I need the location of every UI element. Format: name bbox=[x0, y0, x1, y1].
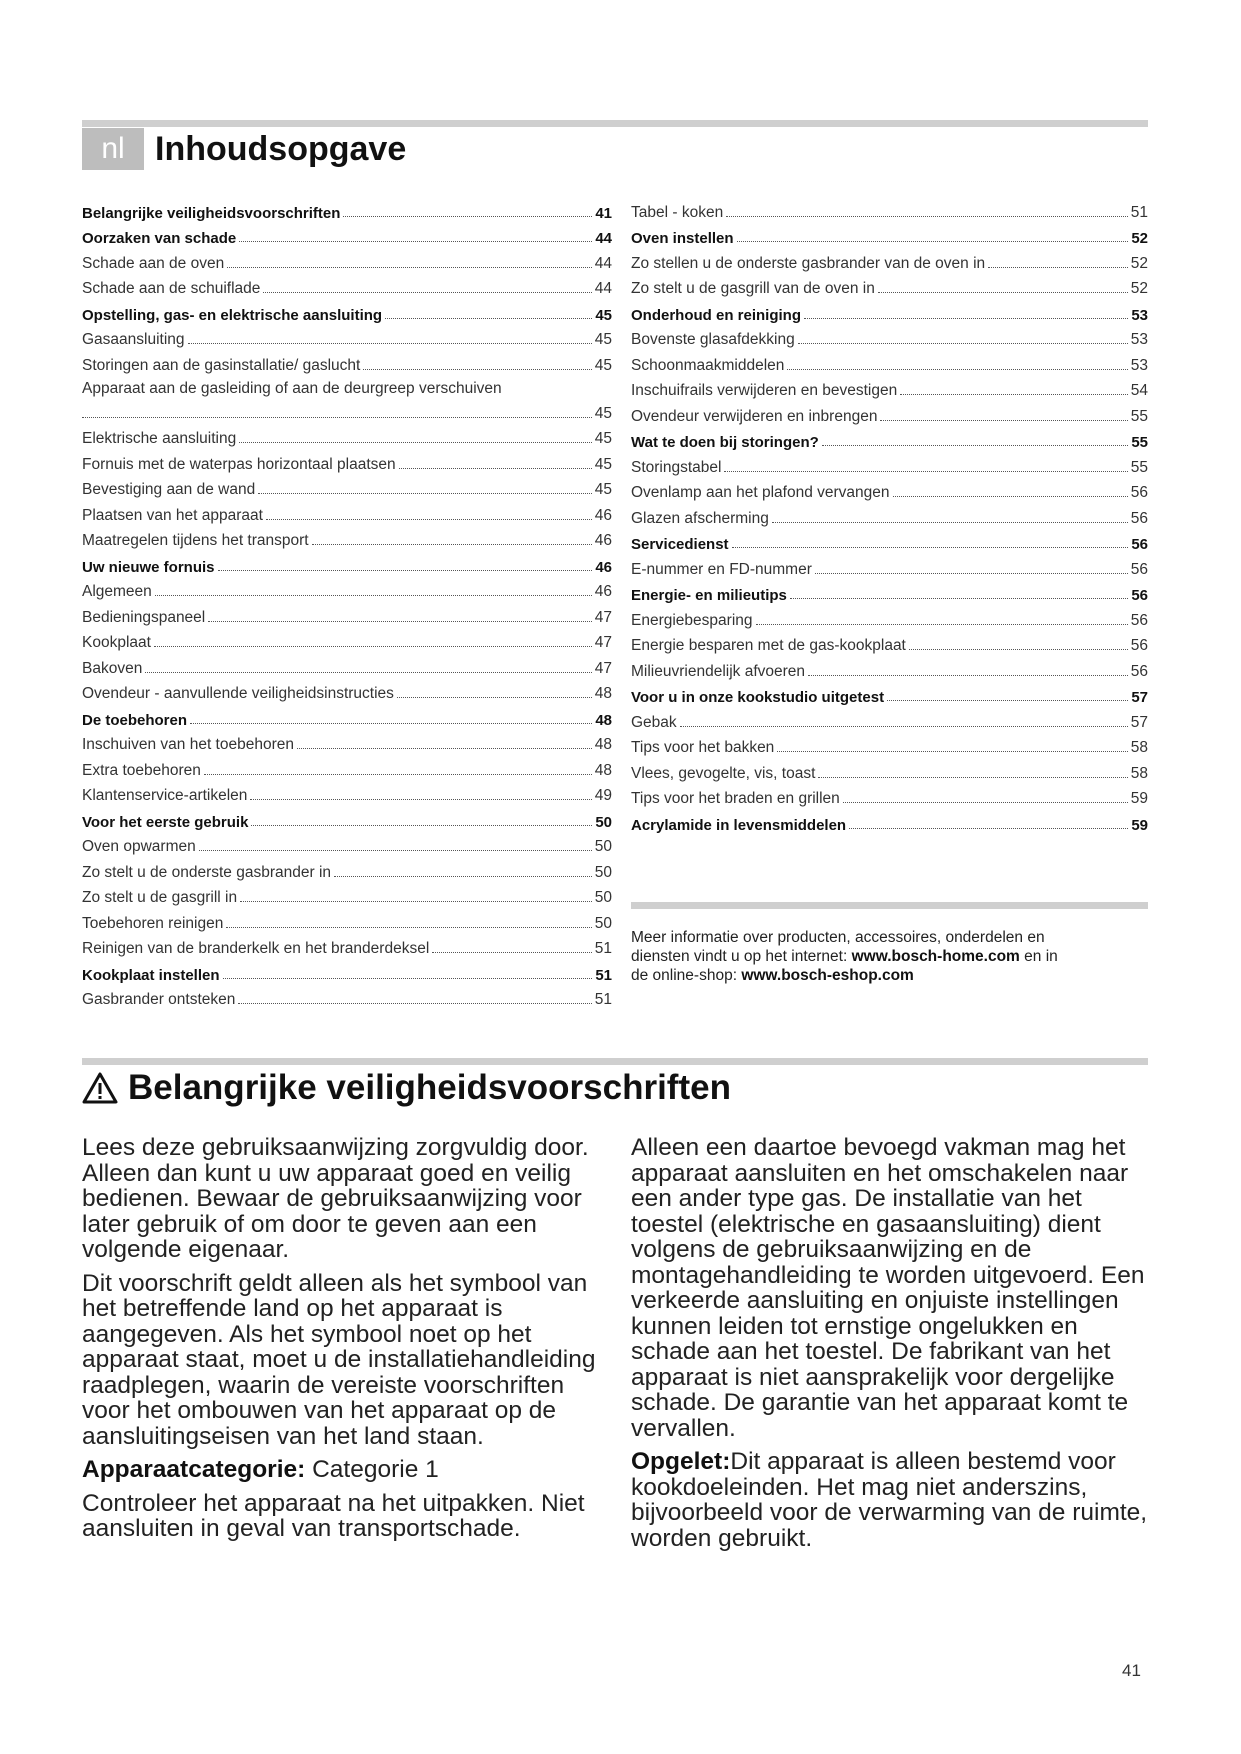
toc-entry-title: E-nummer en FD-nummer bbox=[631, 560, 812, 578]
toc-entry[interactable] bbox=[631, 477, 1148, 503]
toc-entry[interactable] bbox=[631, 757, 1148, 783]
toc-page-number: 56 bbox=[1131, 587, 1148, 604]
toc-entry-title: Glazen afscherming bbox=[631, 509, 769, 527]
toc-entry-title: Bedieningspaneel bbox=[82, 608, 206, 626]
page-number: 41 bbox=[1122, 1661, 1141, 1680]
toc-chapter[interactable] bbox=[631, 298, 1148, 324]
toc-entry[interactable] bbox=[82, 780, 612, 806]
toc-chapter[interactable] bbox=[631, 808, 1148, 834]
toc-page-number: 56 bbox=[1130, 484, 1148, 501]
toc-page-number: 56 bbox=[1131, 536, 1148, 553]
toc-entry-title: Ovendeur - aanvullende veiligheidsinstructies bbox=[82, 685, 394, 702]
info-rule bbox=[631, 902, 1148, 909]
toc-page-number: 53 bbox=[1130, 356, 1148, 374]
toc-page-number: 57 bbox=[1130, 713, 1148, 731]
toc-chapter[interactable] bbox=[631, 426, 1148, 452]
section-title bbox=[82, 1065, 731, 1111]
paragraph: Lees deze gebruiksaanwijzing zorgvuldig door. Alleen dan kunt u uw apparaat goed en veilig bedienen. Bewaar de gebruiksaanwijzing voor later gebruik of om door te geven aan een volgende eigenaar. bbox=[82, 1134, 589, 1263]
toc-page-number: 57 bbox=[1131, 689, 1148, 706]
toc-entry-title: Zo stelt u de gasgrill van de oven in bbox=[631, 280, 875, 297]
section-title-text: Belangrijke veiligheidsvoorschriften bbox=[128, 1068, 731, 1107]
toc-page-number: 52 bbox=[1131, 230, 1148, 247]
toc-entry-title: Belangrijke veiligheidsvoorschriften bbox=[82, 204, 341, 222]
toc-entry[interactable] bbox=[631, 655, 1148, 681]
toc-page-number: 46 bbox=[595, 558, 612, 576]
toc-page-number: 53 bbox=[1131, 306, 1148, 324]
toc-entry[interactable] bbox=[82, 933, 612, 959]
toc-entry[interactable] bbox=[82, 349, 612, 375]
toc-page-number: 47 bbox=[594, 634, 612, 651]
toc-entry-title: Wat te doen bij storingen? bbox=[631, 434, 819, 451]
toc-entry[interactable] bbox=[82, 856, 612, 882]
toc-page-number: 56 bbox=[1130, 560, 1148, 578]
toc-entry[interactable] bbox=[631, 273, 1148, 299]
toc-entry-title: Servicedienst bbox=[631, 536, 729, 553]
toc-entry-title: Oorzaken van schade bbox=[82, 230, 237, 247]
toc-entry-title: Voor u in onze kookstudio uitgetest bbox=[631, 689, 885, 706]
toc-chapter[interactable] bbox=[631, 681, 1148, 707]
toc-entry-title: Klantenservice-artikelen bbox=[82, 787, 248, 804]
toc-entry-title: Opstelling, gas- en elektrische aansluiting bbox=[82, 306, 383, 324]
toc-entry[interactable] bbox=[82, 601, 612, 627]
toc-left-column bbox=[82, 196, 612, 1009]
toc-entry-title: Onderhoud en reiniging bbox=[631, 306, 801, 324]
toc-entry[interactable] bbox=[82, 652, 612, 678]
toc-entry-title: Gasaansluiting bbox=[82, 331, 185, 348]
toc-entry-title: Maatregelen tijdens het transport bbox=[82, 532, 309, 549]
toc-page-number: 56 bbox=[1130, 509, 1148, 527]
toc-page-number: 56 bbox=[1130, 662, 1148, 680]
toc-entry-title: Uw nieuwe fornuis bbox=[82, 558, 215, 576]
toc-page-number: 45 bbox=[594, 356, 612, 374]
toc-entry[interactable] bbox=[631, 630, 1148, 656]
toc-entry-title: Kookplaat bbox=[82, 634, 151, 651]
body-left-column bbox=[82, 1135, 602, 1550]
info-line-2: diensten vindt u op het internet: www.bosch-home.com en in bbox=[631, 948, 1058, 965]
toc-chapter[interactable] bbox=[82, 196, 612, 222]
toc-entry-title: Tabel - koken bbox=[631, 203, 724, 221]
toc-entry-title: Bevestiging aan de wand bbox=[82, 481, 256, 498]
toc-chapter[interactable] bbox=[631, 222, 1148, 248]
toc-entry[interactable] bbox=[82, 273, 612, 299]
toc-page-number: 51 bbox=[595, 966, 612, 984]
toc-page-number: 59 bbox=[1131, 816, 1148, 834]
toc-page-number: 44 bbox=[594, 280, 612, 297]
toc-entry-title: Schoonmaakmiddelen bbox=[631, 356, 785, 374]
section-rule bbox=[82, 1058, 1148, 1065]
language-badge: nl bbox=[82, 128, 144, 170]
toc-page-number: 46 bbox=[594, 506, 612, 524]
toc-page-number: 44 bbox=[595, 230, 612, 247]
toc-entry-title: Toebehoren reinigen bbox=[82, 914, 224, 932]
body-right-column bbox=[631, 1135, 1151, 1559]
toc-page-number: 48 bbox=[594, 761, 612, 779]
toc-entry[interactable] bbox=[631, 451, 1148, 477]
toc-entry-title: Storingen aan de gasinstallatie/ gaslucht bbox=[82, 356, 361, 374]
toc-page-number: 53 bbox=[1130, 331, 1148, 348]
toc-page-number: 47 bbox=[594, 659, 612, 677]
bosch-eshop-link[interactable]: www.bosch-eshop.com bbox=[741, 967, 914, 984]
toc-entry[interactable] bbox=[82, 324, 612, 350]
bosch-home-link[interactable]: www.bosch-home.com bbox=[851, 948, 1020, 965]
toc-entry[interactable] bbox=[82, 729, 612, 755]
toc-chapter[interactable] bbox=[82, 550, 612, 576]
toc-entry[interactable] bbox=[631, 732, 1148, 758]
toc-page-number: 45 bbox=[594, 331, 612, 348]
toc-entry[interactable] bbox=[82, 678, 612, 704]
toc-page-number: 50 bbox=[594, 914, 612, 932]
toc-entry-title: Energie- en milieutips bbox=[631, 587, 787, 604]
toc-entry-title: Schade aan de oven bbox=[82, 254, 225, 272]
toc-entry[interactable] bbox=[82, 882, 612, 908]
toc-entry[interactable] bbox=[631, 502, 1148, 528]
toc-entry-title: Algemeen bbox=[82, 583, 152, 600]
toc-entry[interactable] bbox=[82, 247, 612, 273]
toc-chapter[interactable] bbox=[631, 579, 1148, 605]
toc-right-column bbox=[631, 196, 1148, 834]
toc-entry-title: Gebak bbox=[631, 713, 677, 731]
toc-page-number: 58 bbox=[1130, 764, 1148, 782]
toc-entry-title: Energiebesparing bbox=[631, 611, 753, 629]
toc-entry-title: Ovenlamp aan het plafond vervangen bbox=[631, 484, 890, 501]
toc-entry[interactable] bbox=[631, 783, 1148, 809]
toc-page-number: 46 bbox=[594, 532, 612, 549]
toc-page-number: 54 bbox=[1130, 382, 1148, 399]
toc-page-number: 52 bbox=[1130, 254, 1148, 272]
paragraph: Controleer het apparaat na het uitpakken. Niet aansluiten in geval van transportschade. bbox=[82, 1489, 585, 1542]
toc-entry[interactable] bbox=[82, 754, 612, 780]
toc-page-number: 59 bbox=[1130, 790, 1148, 807]
toc-entry-title: Elektrische aansluiting bbox=[82, 430, 237, 447]
caution-paragraph: Opgelet:Dit apparaat is alleen bestemd voor kookdoeleinden. Het mag niet anderszins, bijvoorbeeld voor de verwarming van de ruimte, worden gebruikt. bbox=[631, 1448, 1148, 1552]
toc-page-number: 55 bbox=[1131, 434, 1148, 451]
toc-chapter[interactable] bbox=[631, 528, 1148, 554]
toc-entry[interactable] bbox=[82, 576, 612, 602]
toc-entry[interactable] bbox=[631, 375, 1148, 401]
toc-page-number: 50 bbox=[595, 813, 612, 831]
toc-entry-title: Milieuvriendelijk afvoeren bbox=[631, 662, 806, 680]
toc-entry-title: Oven opwarmen bbox=[82, 838, 196, 855]
info-block bbox=[631, 928, 1151, 985]
toc-entry-title: Plaatsen van het apparaat bbox=[82, 506, 263, 524]
toc-entry-title: Fornuis met de waterpas horizontaal plaatsen bbox=[82, 455, 396, 473]
toc-page-number: 58 bbox=[1130, 739, 1148, 756]
toc-page-number: 50 bbox=[594, 863, 612, 881]
toc-page-number: 55 bbox=[1130, 407, 1148, 425]
toc-page-number: 51 bbox=[594, 940, 612, 957]
toc-entry-title: Inschuiven van het toebehoren bbox=[82, 736, 294, 753]
toc-entry-title: Bovenste glasafdekking bbox=[631, 331, 795, 348]
toc-entry[interactable] bbox=[631, 400, 1148, 426]
toc-chapter[interactable] bbox=[82, 298, 612, 324]
toc-page-number: 56 bbox=[1130, 637, 1148, 654]
toc-entry[interactable] bbox=[82, 627, 612, 653]
toc-entry[interactable] bbox=[82, 448, 612, 474]
toc-page-number: 51 bbox=[594, 991, 612, 1008]
toc-page-number: 52 bbox=[1130, 280, 1148, 297]
category-line: Apparaatcategorie: Categorie 1 bbox=[82, 1456, 439, 1483]
toc-entry-title: Schade aan de schuiflade bbox=[82, 280, 261, 297]
toc-chapter[interactable] bbox=[82, 805, 612, 831]
toc-page-number: 41 bbox=[595, 204, 612, 222]
toc-page-number: 45 bbox=[595, 306, 612, 324]
toc-page-number: 45 bbox=[594, 430, 612, 447]
toc-entry[interactable] bbox=[631, 553, 1148, 579]
paragraph: Alleen een daartoe bevoegd vakman mag het apparaat aansluiten en het omschakelen naar een ander type gas. De installatie van het toestel (elektrische en gasaansluiting) dient volgens de gebruiksaanwijzing en de montagehandleiding te worden uitgevoerd. Een verkeerde aansluiting en onjuiste instellingen kunnen leiden tot ernstige ongelukken en schade aan het toestel. De fabrikant van het apparaat is niet aansprakelijk voor dergelijke schade. De garantie van het apparaat komt te vervallen. bbox=[631, 1134, 1145, 1442]
warning-triangle-icon bbox=[82, 1072, 118, 1104]
toc-page-number: 48 bbox=[594, 685, 612, 702]
toc-entry-title: Reinigen van de branderkelk en het branderdeksel bbox=[82, 940, 430, 957]
toc-page-number: 50 bbox=[594, 838, 612, 855]
toc-entry-title: Gasbrander ontsteken bbox=[82, 991, 236, 1008]
toc-entry[interactable] bbox=[631, 196, 1148, 222]
toc-page-number: 56 bbox=[1130, 611, 1148, 629]
toc-entry[interactable] bbox=[631, 604, 1148, 630]
toc-entry-title: Voor het eerste gebruik bbox=[82, 813, 249, 831]
toc-entry-title: Extra toebehoren bbox=[82, 761, 201, 779]
toc-entry[interactable] bbox=[82, 525, 612, 551]
toc-page-number: 49 bbox=[594, 787, 612, 804]
toc-entry[interactable] bbox=[82, 423, 612, 449]
toc-entry-title: Oven instellen bbox=[631, 230, 734, 247]
toc-entry-title: Tips voor het bakken bbox=[631, 739, 775, 756]
toc-entry-title: Tips voor het braden en grillen bbox=[631, 790, 840, 807]
toc-entry-title: Storingstabel bbox=[631, 458, 722, 476]
toc-entry[interactable] bbox=[631, 324, 1148, 350]
toc-chapter[interactable] bbox=[82, 703, 612, 729]
toc-entry[interactable] bbox=[82, 474, 612, 500]
toc-entry-title: Vlees, gevogelte, vis, toast bbox=[631, 764, 816, 782]
toc-page-number: 45 bbox=[594, 404, 612, 422]
page-title: Inhoudsopgave bbox=[155, 130, 407, 168]
toc-page-number: 51 bbox=[1130, 203, 1148, 221]
toc-entry[interactable] bbox=[82, 499, 612, 525]
info-line-3: de online-shop: www.bosch-eshop.com bbox=[631, 967, 914, 984]
toc-entry-title: Ovendeur verwijderen en inbrengen bbox=[631, 407, 878, 425]
toc-entry[interactable] bbox=[82, 831, 612, 857]
paragraph: Dit voorschrift geldt alleen als het symbool van het betreffende land op het apparaat is aangegeven. Als het symbool noet op het apparaat staat, moet u de installatiehandleiding raadplegen, waarin de vereiste voorschriften voor het ombouwen van het apparaat op de aansluitingseisen van het land staan. bbox=[82, 1269, 596, 1450]
toc-page-number: 47 bbox=[594, 608, 612, 626]
toc-page-number: 48 bbox=[594, 736, 612, 753]
toc-entry[interactable] bbox=[82, 984, 612, 1010]
toc-entry[interactable] bbox=[631, 349, 1148, 375]
toc-entry-title: Zo stelt u de onderste gasbrander in bbox=[82, 863, 332, 881]
toc-chapter[interactable] bbox=[82, 958, 612, 984]
toc-page-number: 44 bbox=[594, 254, 612, 272]
toc-page-number: 46 bbox=[594, 583, 612, 600]
toc-page-number: 45 bbox=[594, 481, 612, 498]
toc-page-number: 48 bbox=[595, 711, 612, 729]
toc-page-number: 45 bbox=[594, 455, 612, 473]
toc-entry-title: Bakoven bbox=[82, 659, 143, 677]
info-line-1: Meer informatie over producten, accessoires, onderdelen en bbox=[631, 929, 1045, 946]
toc-page-number: 55 bbox=[1130, 458, 1148, 476]
toc-entry[interactable] bbox=[631, 247, 1148, 273]
toc-entry-title: Inschuifrails verwijderen en bevestigen bbox=[631, 382, 898, 399]
toc-entry[interactable] bbox=[82, 907, 612, 933]
toc-page-number: 50 bbox=[594, 889, 612, 906]
toc-entry-title: Zo stelt u de gasgrill in bbox=[82, 889, 238, 906]
toc-entry[interactable] bbox=[631, 706, 1148, 732]
toc-entry-title: Zo stellen u de onderste gasbrander van de oven in bbox=[631, 254, 986, 272]
toc-entry-title: De toebehoren bbox=[82, 711, 188, 729]
toc-chapter[interactable] bbox=[82, 222, 612, 248]
toc-entry-title: Energie besparen met de gas-kookplaat bbox=[631, 637, 906, 654]
toc-entry-title: Kookplaat instellen bbox=[82, 966, 220, 984]
toc-entry-title: Acrylamide in levensmiddelen bbox=[631, 816, 847, 834]
toc-entry[interactable]: Apparaat aan de gasleiding of aan de deurgreep verschuiven 45 bbox=[82, 379, 612, 422]
